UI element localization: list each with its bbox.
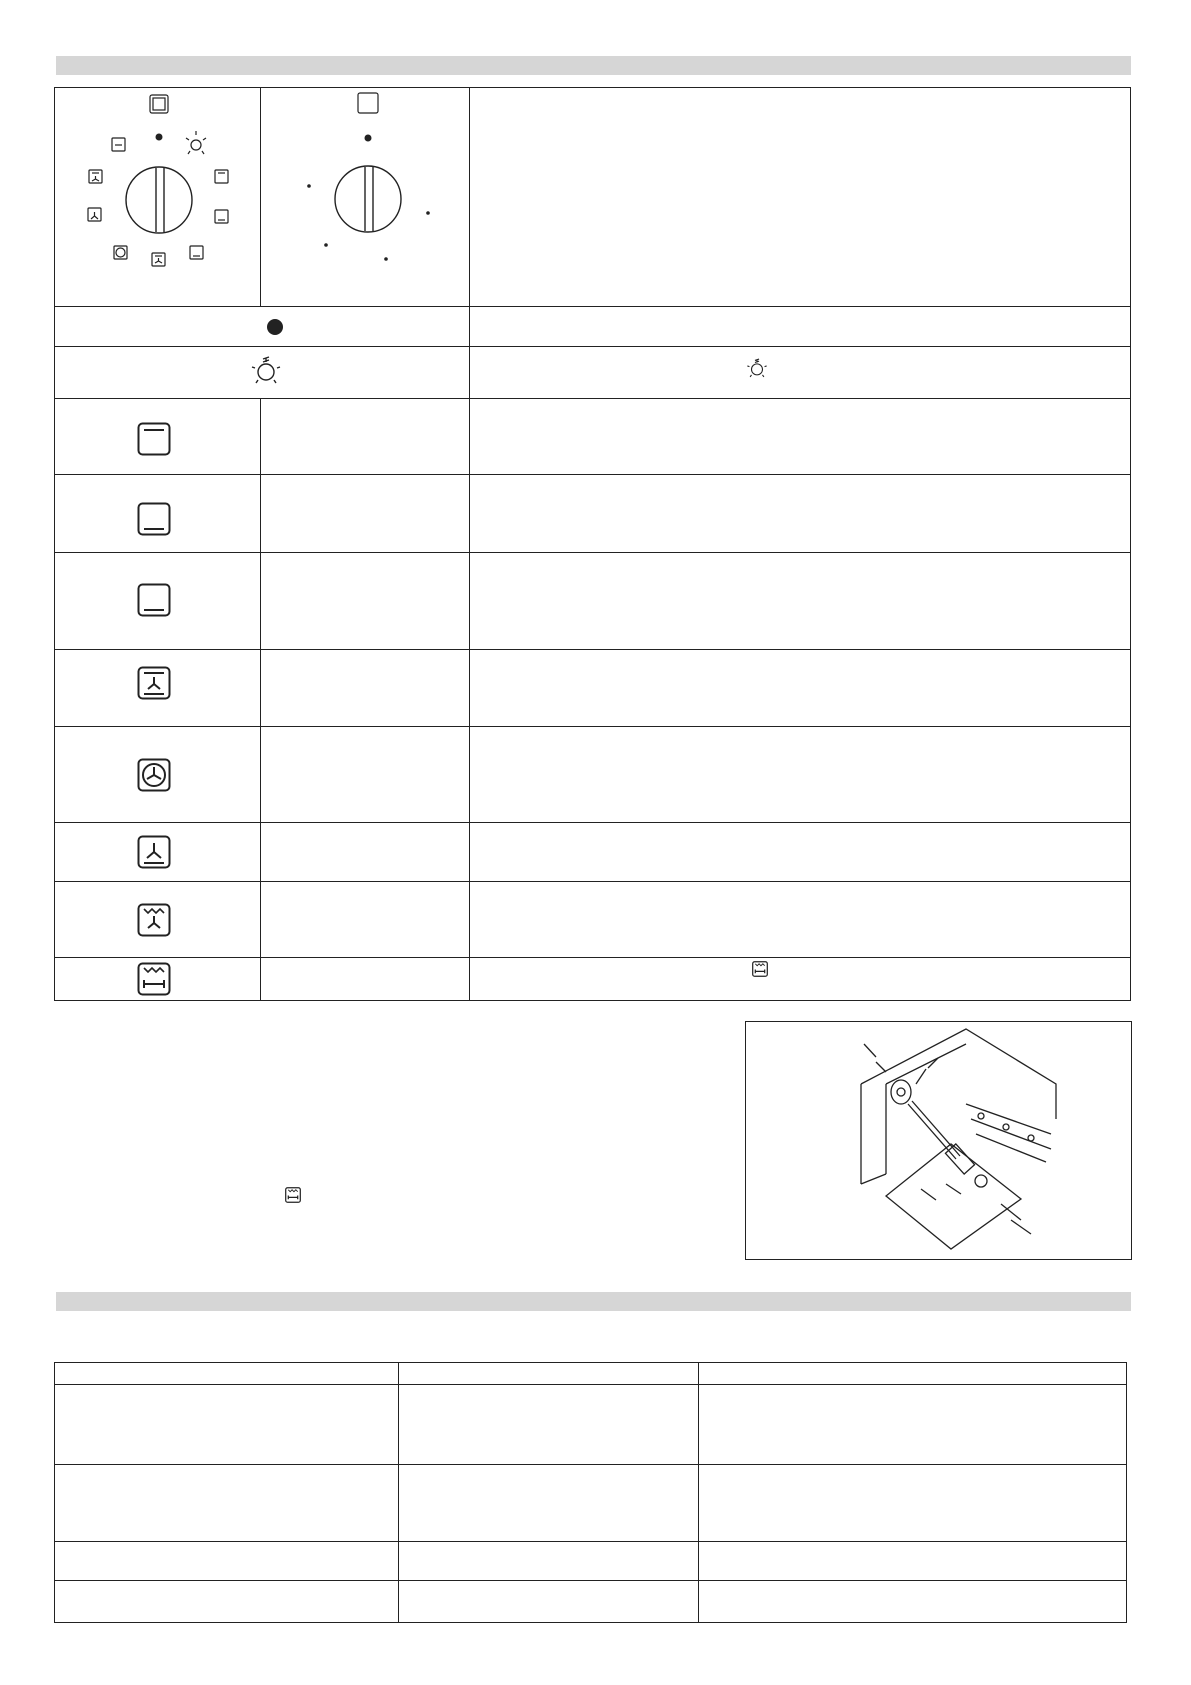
top-bottom-heat-icon: [137, 422, 171, 456]
section-header-band: [56, 1292, 1131, 1311]
temperature-selector-knob-diagram: [290, 90, 450, 280]
bottom-heat-icon: [137, 502, 171, 536]
bottom-heat-icon: [137, 583, 171, 617]
table-divider: [260, 87, 261, 306]
table-row-line: [54, 822, 1131, 823]
table-row-line: [54, 726, 1131, 727]
function-selector-knob-diagram: [80, 90, 250, 280]
table-divider: [398, 1362, 399, 1623]
table-row-line: [54, 552, 1131, 553]
table-row-line: [54, 1541, 1127, 1542]
table-row-line: [54, 398, 1131, 399]
lamp-icon: [746, 357, 768, 379]
table-row-line: [54, 1464, 1127, 1465]
lamp-icon: [250, 354, 282, 386]
table-divider: [469, 87, 470, 1001]
ring-fan-icon: [137, 758, 171, 792]
table-row-line: [54, 881, 1131, 882]
troubleshooting-table: [54, 1362, 1127, 1623]
full-grill-icon: [752, 961, 768, 977]
fan-bottom-icon: [137, 835, 171, 869]
table-row-line: [54, 649, 1131, 650]
table-row-line: [54, 306, 1131, 307]
fan-grill-top-icon: [137, 903, 171, 937]
table-row-line: [54, 957, 1131, 958]
oven-lamp-replacement-drawing: [846, 1024, 1071, 1256]
table-divider: [260, 398, 261, 1001]
table-row-line: [54, 346, 1131, 347]
fan-grill-icon: [137, 666, 171, 700]
table-row-line: [54, 474, 1131, 475]
table-row-line: [54, 1384, 1127, 1385]
off-dot-icon: [266, 318, 284, 336]
table-divider: [698, 1362, 699, 1623]
section-header-band: [56, 56, 1131, 75]
table-row-line: [54, 1580, 1127, 1581]
full-grill-icon: [137, 962, 171, 996]
full-grill-icon: [285, 1187, 301, 1203]
